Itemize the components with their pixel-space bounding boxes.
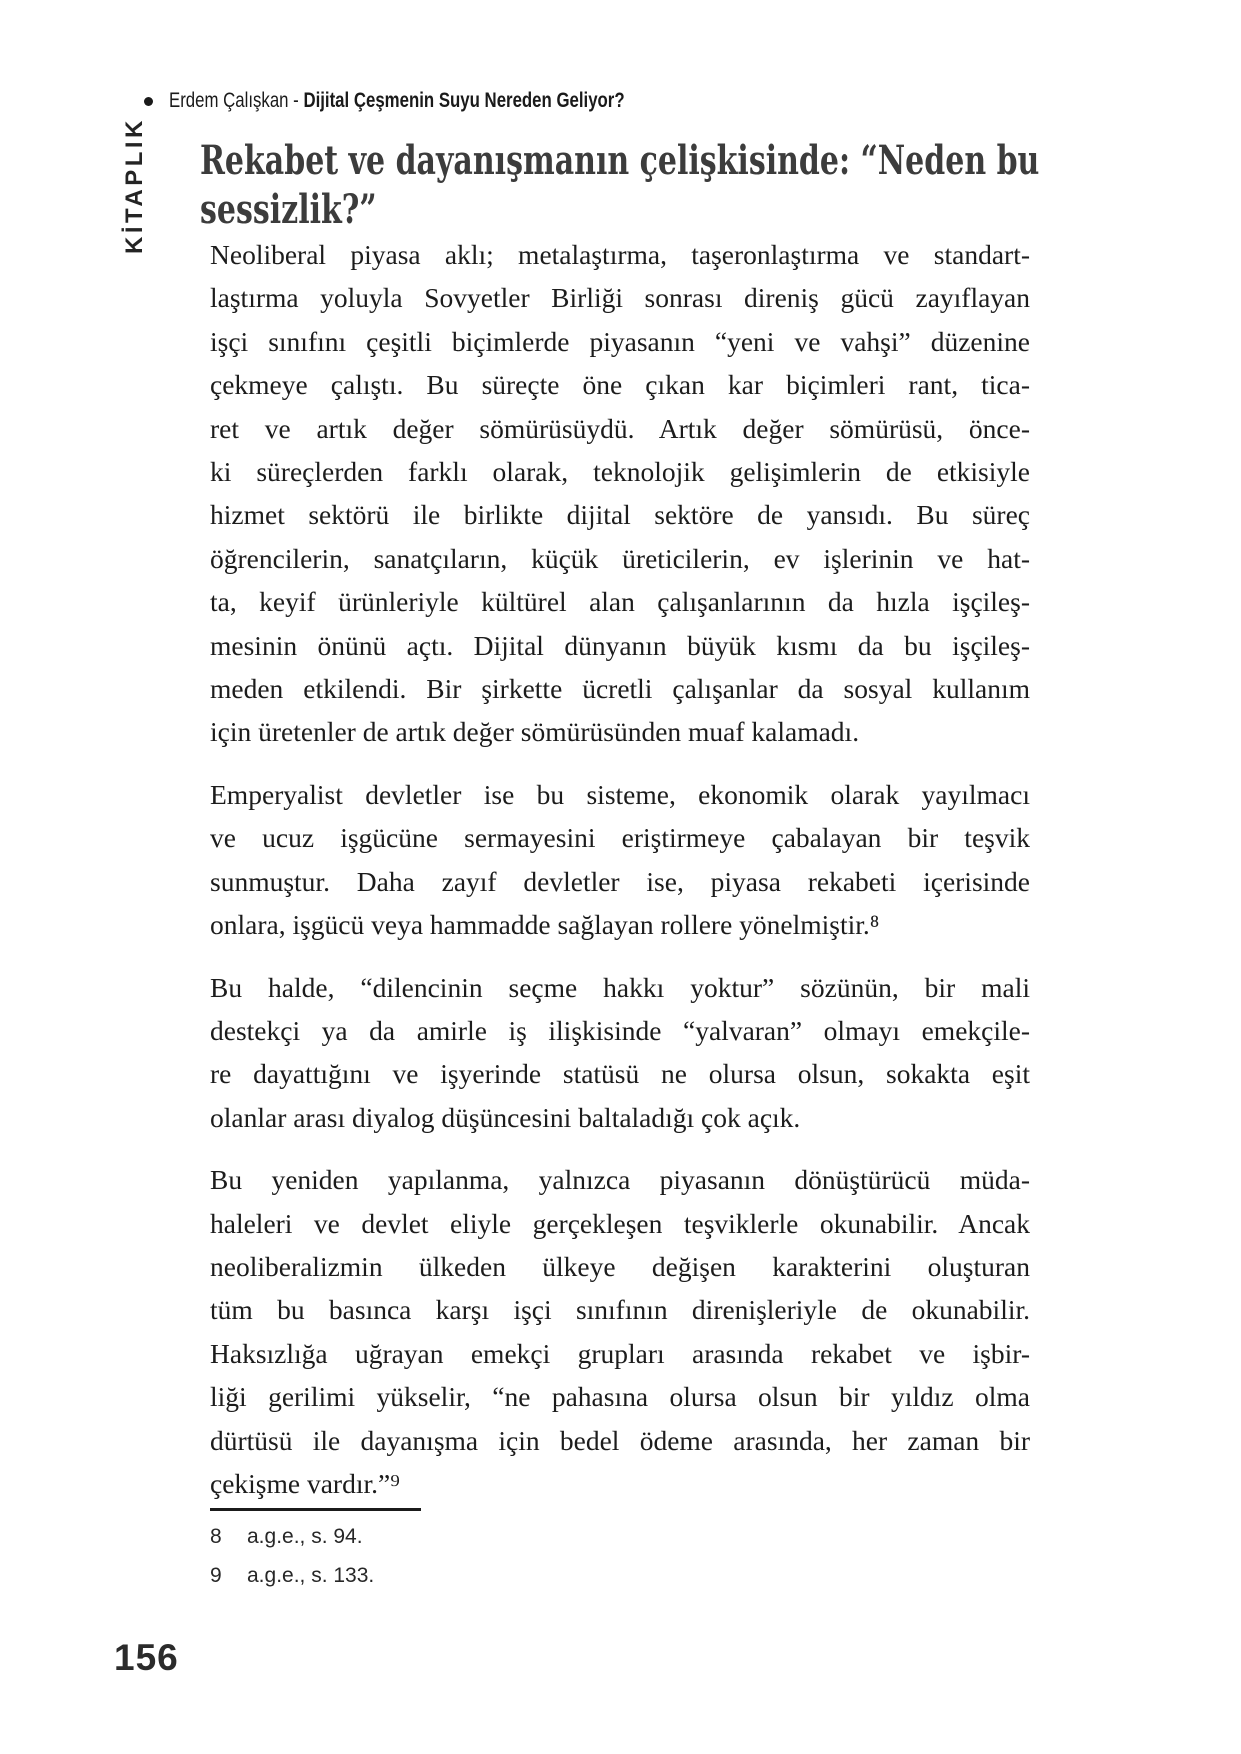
paragraph-line: onlara, işgücü veya hammadde sağlayan rollere yönelmiştir.⁸ (210, 909, 880, 941)
paragraph-line: hizmet sektörü ile birlikte dijital sektöre de yansıdı. Bu süreç (210, 499, 1030, 531)
paragraph-line: tüm bu basınca karşı işçi sınıfının direnişleriyle de okunabilir. (210, 1294, 1030, 1326)
paragraph-line: için üretenler de artık değer sömürüsünden muaf kalamadı. (210, 716, 860, 748)
paragraph-line: laştırma yoluyla Sovyetler Birliği sonrası direniş gücü zayıflayan (210, 282, 1030, 314)
paragraph-line: işçi sınıfını çeşitli biçimlerde piyasanın “yeni ve vahşi” düzenine (210, 325, 1030, 357)
paragraph-line: neoliberalizmin ülkeden ülkeye değişen karakterini oluşturan (210, 1250, 1030, 1282)
section-heading-line: Rekabet ve dayanışmanın çelişkisinde: “Neden bu (200, 137, 1040, 184)
footnote-number: 8 (210, 1525, 222, 1548)
paragraph-line: Bu halde, “dilencinin seçme hakkı yoktur” sözünün, bir mali (210, 971, 1030, 1003)
paragraph-line: Emperyalist devletler ise bu sisteme, ekonomik olarak yayılmacı (210, 778, 1030, 810)
footnote-text: a.g.e., s. 133. (247, 1564, 375, 1587)
paragraph-line: Haksızlığa uğrayan emekçi grupları arasında rekabet ve işbir- (210, 1337, 1030, 1369)
paragraph-line: dürtüsü ile dayanışma için bedel ödeme arasında, her zaman bir (210, 1424, 1030, 1456)
section-heading-line: sessizlik?” (200, 185, 377, 233)
paragraph (210, 773, 1030, 947)
paragraph-line: haleleri ve devlet eliyle gerçekleşen teşviklerle okunabilir. Ancak (210, 1207, 1030, 1239)
paragraph-line: ki süreçlerden farklı olarak, teknolojik gelişimlerin de etkisiyle (210, 456, 1030, 488)
footnotes (210, 1508, 421, 1600)
page-number: 156 (114, 1637, 179, 1678)
paragraph-line: olanlar arası diyalog düşüncesini baltaladığı çok açık. (210, 1101, 801, 1133)
section-heading (200, 137, 1241, 234)
paragraph-line: ta, keyif ürünleriyle kültürel alan çalışanlarının da hızla işçileş- (210, 586, 1030, 618)
footnote (210, 1561, 421, 1590)
paragraph-line: Neoliberal piyasa aklı; metalaştırma, taşeronlaştırma ve standart- (210, 239, 1030, 270)
paragraph-line: Bu yeniden yapılanma, yalnızca piyasanın dönüştürücü müda- (210, 1164, 1030, 1196)
library-sidebar-label: KİTAPLIK (121, 117, 148, 254)
paragraph-line: re dayattığını ve işyerinde statüsü ne olursa olsun, sokakta eşit (210, 1058, 1030, 1090)
body-text (210, 233, 1030, 1505)
bullet-icon (144, 97, 153, 106)
header-separator: - (288, 89, 304, 112)
paragraph (210, 233, 1030, 754)
paragraph (210, 1158, 1030, 1505)
paragraph-line: ret ve artık değer sömürüsüydü. Artık değer sömürüsü, önce- (210, 412, 1030, 444)
footnote-rule (210, 1508, 421, 1511)
paragraph-line: liği gerilimi yükselir, “ne pahasına olursa olsun bir yıldız olma (210, 1381, 1030, 1413)
footnote-number: 9 (210, 1564, 222, 1587)
footnote (210, 1522, 421, 1551)
author-name: Erdem Çalışkan (169, 89, 289, 112)
footnote-text: a.g.e., s. 94. (247, 1525, 363, 1548)
paragraph-line: mesinin önünü açtı. Dijital dünyanın büyük kısmı da bu işçileş- (210, 629, 1030, 661)
running-header (144, 89, 739, 113)
book-title: Dijital Çeşmenin Suyu Nereden Geliyor? (303, 89, 625, 112)
paragraph-line: destekçi ya da amirle iş ilişkisinde “yalvaran” olmayı emekçile- (210, 1014, 1030, 1046)
running-header-text (169, 89, 625, 113)
paragraph-line: sunmuştur. Daha zayıf devletler ise, piyasa rekabeti içerisinde (210, 865, 1030, 897)
paragraph-line: öğrencilerin, sanatçıların, küçük üreticilerin, ev işlerinin ve hat- (210, 542, 1030, 574)
paragraph-line: ve ucuz işgücüne sermayesini eriştirmeye çabalayan bir teşvik (210, 822, 1030, 854)
paragraph-line: çekişme vardır.”⁹ (210, 1467, 400, 1499)
paragraph (210, 966, 1030, 1140)
paragraph-line: çekmeye çalıştı. Bu süreçte öne çıkan kar biçimleri rant, tica- (210, 369, 1030, 401)
paragraph-line: meden etkilendi. Bir şirkette ücretli çalışanlar da sosyal kullanım (210, 673, 1030, 705)
